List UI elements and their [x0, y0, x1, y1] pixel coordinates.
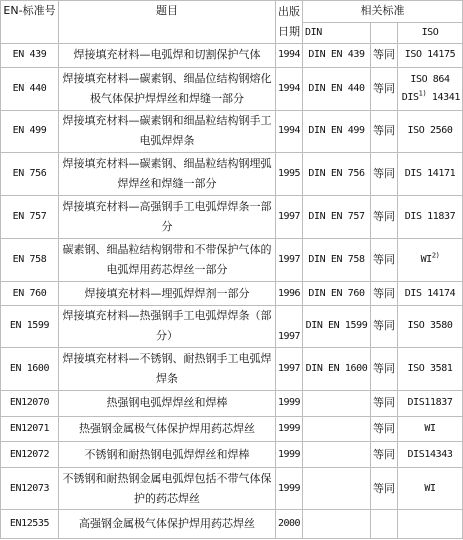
equivalence-cell: 等同: [371, 110, 398, 152]
en-number-cell: EN 1600: [1, 347, 59, 390]
title-cell: 焊接填充材料—热强钢手工电弧焊焊条（部分）: [59, 305, 276, 347]
date-cell: 1994: [276, 110, 303, 152]
en-number-cell: EN12073: [1, 468, 59, 510]
en-number-cell: EN 756: [1, 152, 59, 195]
equivalence-cell: 等同: [371, 282, 398, 306]
din-cell: DIN EN 439: [303, 44, 371, 68]
table-row: [1, 305, 463, 347]
header-related: 相关标准: [303, 1, 463, 23]
date-cell: 1996: [276, 282, 303, 306]
iso-cell: DIS 14174: [398, 282, 463, 306]
footnote-marker: 1): [418, 89, 427, 98]
en-number-cell: EN12535: [1, 510, 59, 539]
iso-cell: DIS14343: [398, 442, 463, 468]
din-cell: DIN EN 760: [303, 282, 371, 306]
iso-cell: DIS11837: [398, 391, 463, 417]
iso-cell: ISO 14175: [398, 44, 463, 68]
iso-cell: DIS 14171: [398, 152, 463, 195]
header-din: DIN: [303, 22, 371, 44]
equivalence-cell: 等同: [371, 44, 398, 68]
table-row: [1, 110, 463, 152]
table-row: [1, 442, 463, 468]
title-cell: 高强钢金属极气体保护焊用药芯焊丝: [59, 510, 276, 539]
en-number-cell: EN 760: [1, 282, 59, 306]
iso-cell: DIS 11837: [398, 196, 463, 239]
equivalence-cell: 等同: [371, 416, 398, 442]
title-cell: 不锈钢和耐热钢电弧焊焊丝和焊棒: [59, 442, 276, 468]
footnote-marker: 2): [431, 251, 440, 260]
title-cell: 焊接填充材料—埋弧焊焊剂一部分: [59, 282, 276, 306]
en-number-cell: EN12070: [1, 391, 59, 417]
equivalence-cell: 等同: [371, 67, 398, 110]
equivalence-cell: 等同: [371, 152, 398, 195]
din-cell: DIN EN 757: [303, 196, 371, 239]
date-cell: 1997: [276, 239, 303, 282]
iso-cell: WI: [398, 468, 463, 510]
en-number-cell: EN12072: [1, 442, 59, 468]
din-cell: DIN EN 1600: [303, 347, 371, 390]
table-row: [1, 416, 463, 442]
equivalence-cell: [371, 510, 398, 539]
en-number-cell: EN12071: [1, 416, 59, 442]
en-number-cell: EN 440: [1, 67, 59, 110]
date-cell: 1994: [276, 44, 303, 68]
equivalence-cell: 等同: [371, 442, 398, 468]
iso-cell: [398, 510, 463, 539]
title-cell: 焊接填充材料—碳素钢和细晶粒结构钢手工电弧焊焊条: [59, 110, 276, 152]
din-cell: DIN EN 756: [303, 152, 371, 195]
table-row: [1, 44, 463, 68]
title-cell: 碳素钢、细晶粒结构钢带和不带保护气体的电弧焊用药芯焊丝一部分: [59, 239, 276, 282]
en-number-cell: EN 758: [1, 239, 59, 282]
equivalence-cell: 等同: [371, 196, 398, 239]
date-cell: 1999: [276, 416, 303, 442]
din-cell: [303, 416, 371, 442]
title-cell: 热强钢电弧焊焊丝和焊棒: [59, 391, 276, 417]
din-cell: [303, 468, 371, 510]
equivalence-cell: 等同: [371, 468, 398, 510]
title-cell: 焊接填充材料—碳素钢、细晶粒结构钢埋弧焊焊丝和焊缝一部分: [59, 152, 276, 195]
equivalence-cell: 等同: [371, 391, 398, 417]
date-cell: 1999: [276, 391, 303, 417]
header-published: 出版 日期: [276, 1, 303, 44]
table-row: [1, 196, 463, 239]
table-row: [1, 347, 463, 390]
din-cell: [303, 391, 371, 417]
iso-cell: WI$^{2)}$: [398, 239, 463, 282]
header-title: 题目: [59, 1, 276, 44]
din-cell: [303, 442, 371, 468]
title-cell: 焊接填充材料—不锈钢、耐热钢手工电弧焊焊条: [59, 347, 276, 390]
header-en-no: EN-标准号: [1, 1, 59, 44]
table-row: [1, 282, 463, 306]
iso-cell: ISO 2560: [398, 110, 463, 152]
title-cell: 热强钢金属极气体保护焊用药芯焊丝: [59, 416, 276, 442]
iso-cell: WI: [398, 416, 463, 442]
din-cell: DIN EN 440: [303, 67, 371, 110]
date-cell: 1997: [276, 347, 303, 390]
date-cell: 1999: [276, 442, 303, 468]
date-cell: 1997: [276, 305, 303, 347]
table-row: [1, 67, 463, 110]
en-number-cell: EN 1599: [1, 305, 59, 347]
date-cell: 2000: [276, 510, 303, 539]
date-cell: 1997: [276, 196, 303, 239]
din-cell: [303, 510, 371, 539]
table-row: [1, 468, 463, 510]
header-eq-blank: [371, 22, 398, 44]
en-number-cell: EN 499: [1, 110, 59, 152]
iso-cell: ISO 3581: [398, 347, 463, 390]
title-cell: 焊接填充材料—电弧焊和切割保护气体: [59, 44, 276, 68]
table-row: [1, 510, 463, 539]
date-cell: 1995: [276, 152, 303, 195]
table-row: [1, 239, 463, 282]
header-iso: ISO: [398, 22, 463, 44]
iso-cell: ISO 864 DIS$^{1)}$ 14341: [398, 67, 463, 110]
iso-cell: ISO 3580: [398, 305, 463, 347]
din-cell: DIN EN 1599: [303, 305, 371, 347]
en-number-cell: EN 757: [1, 196, 59, 239]
header-row-1: [1, 1, 463, 23]
equivalence-cell: 等同: [371, 305, 398, 347]
date-cell: 1994: [276, 67, 303, 110]
table-row: [1, 391, 463, 417]
title-cell: 焊接填充材料—碳素钢、细晶位结构钢熔化极气体保护焊焊丝和焊缝一部分: [59, 67, 276, 110]
en-number-cell: EN 439: [1, 44, 59, 68]
equivalence-cell: 等同: [371, 239, 398, 282]
din-cell: DIN EN 499: [303, 110, 371, 152]
equivalence-cell: 等同: [371, 347, 398, 390]
table-row: [1, 152, 463, 195]
title-cell: 不锈钢和耐热钢金属电弧焊包括不带气体保护的药芯焊丝: [59, 468, 276, 510]
title-cell: 焊接填充材料—高强钢手工电弧焊焊条一部分: [59, 196, 276, 239]
din-cell: DIN EN 758: [303, 239, 371, 282]
date-cell: 1999: [276, 468, 303, 510]
